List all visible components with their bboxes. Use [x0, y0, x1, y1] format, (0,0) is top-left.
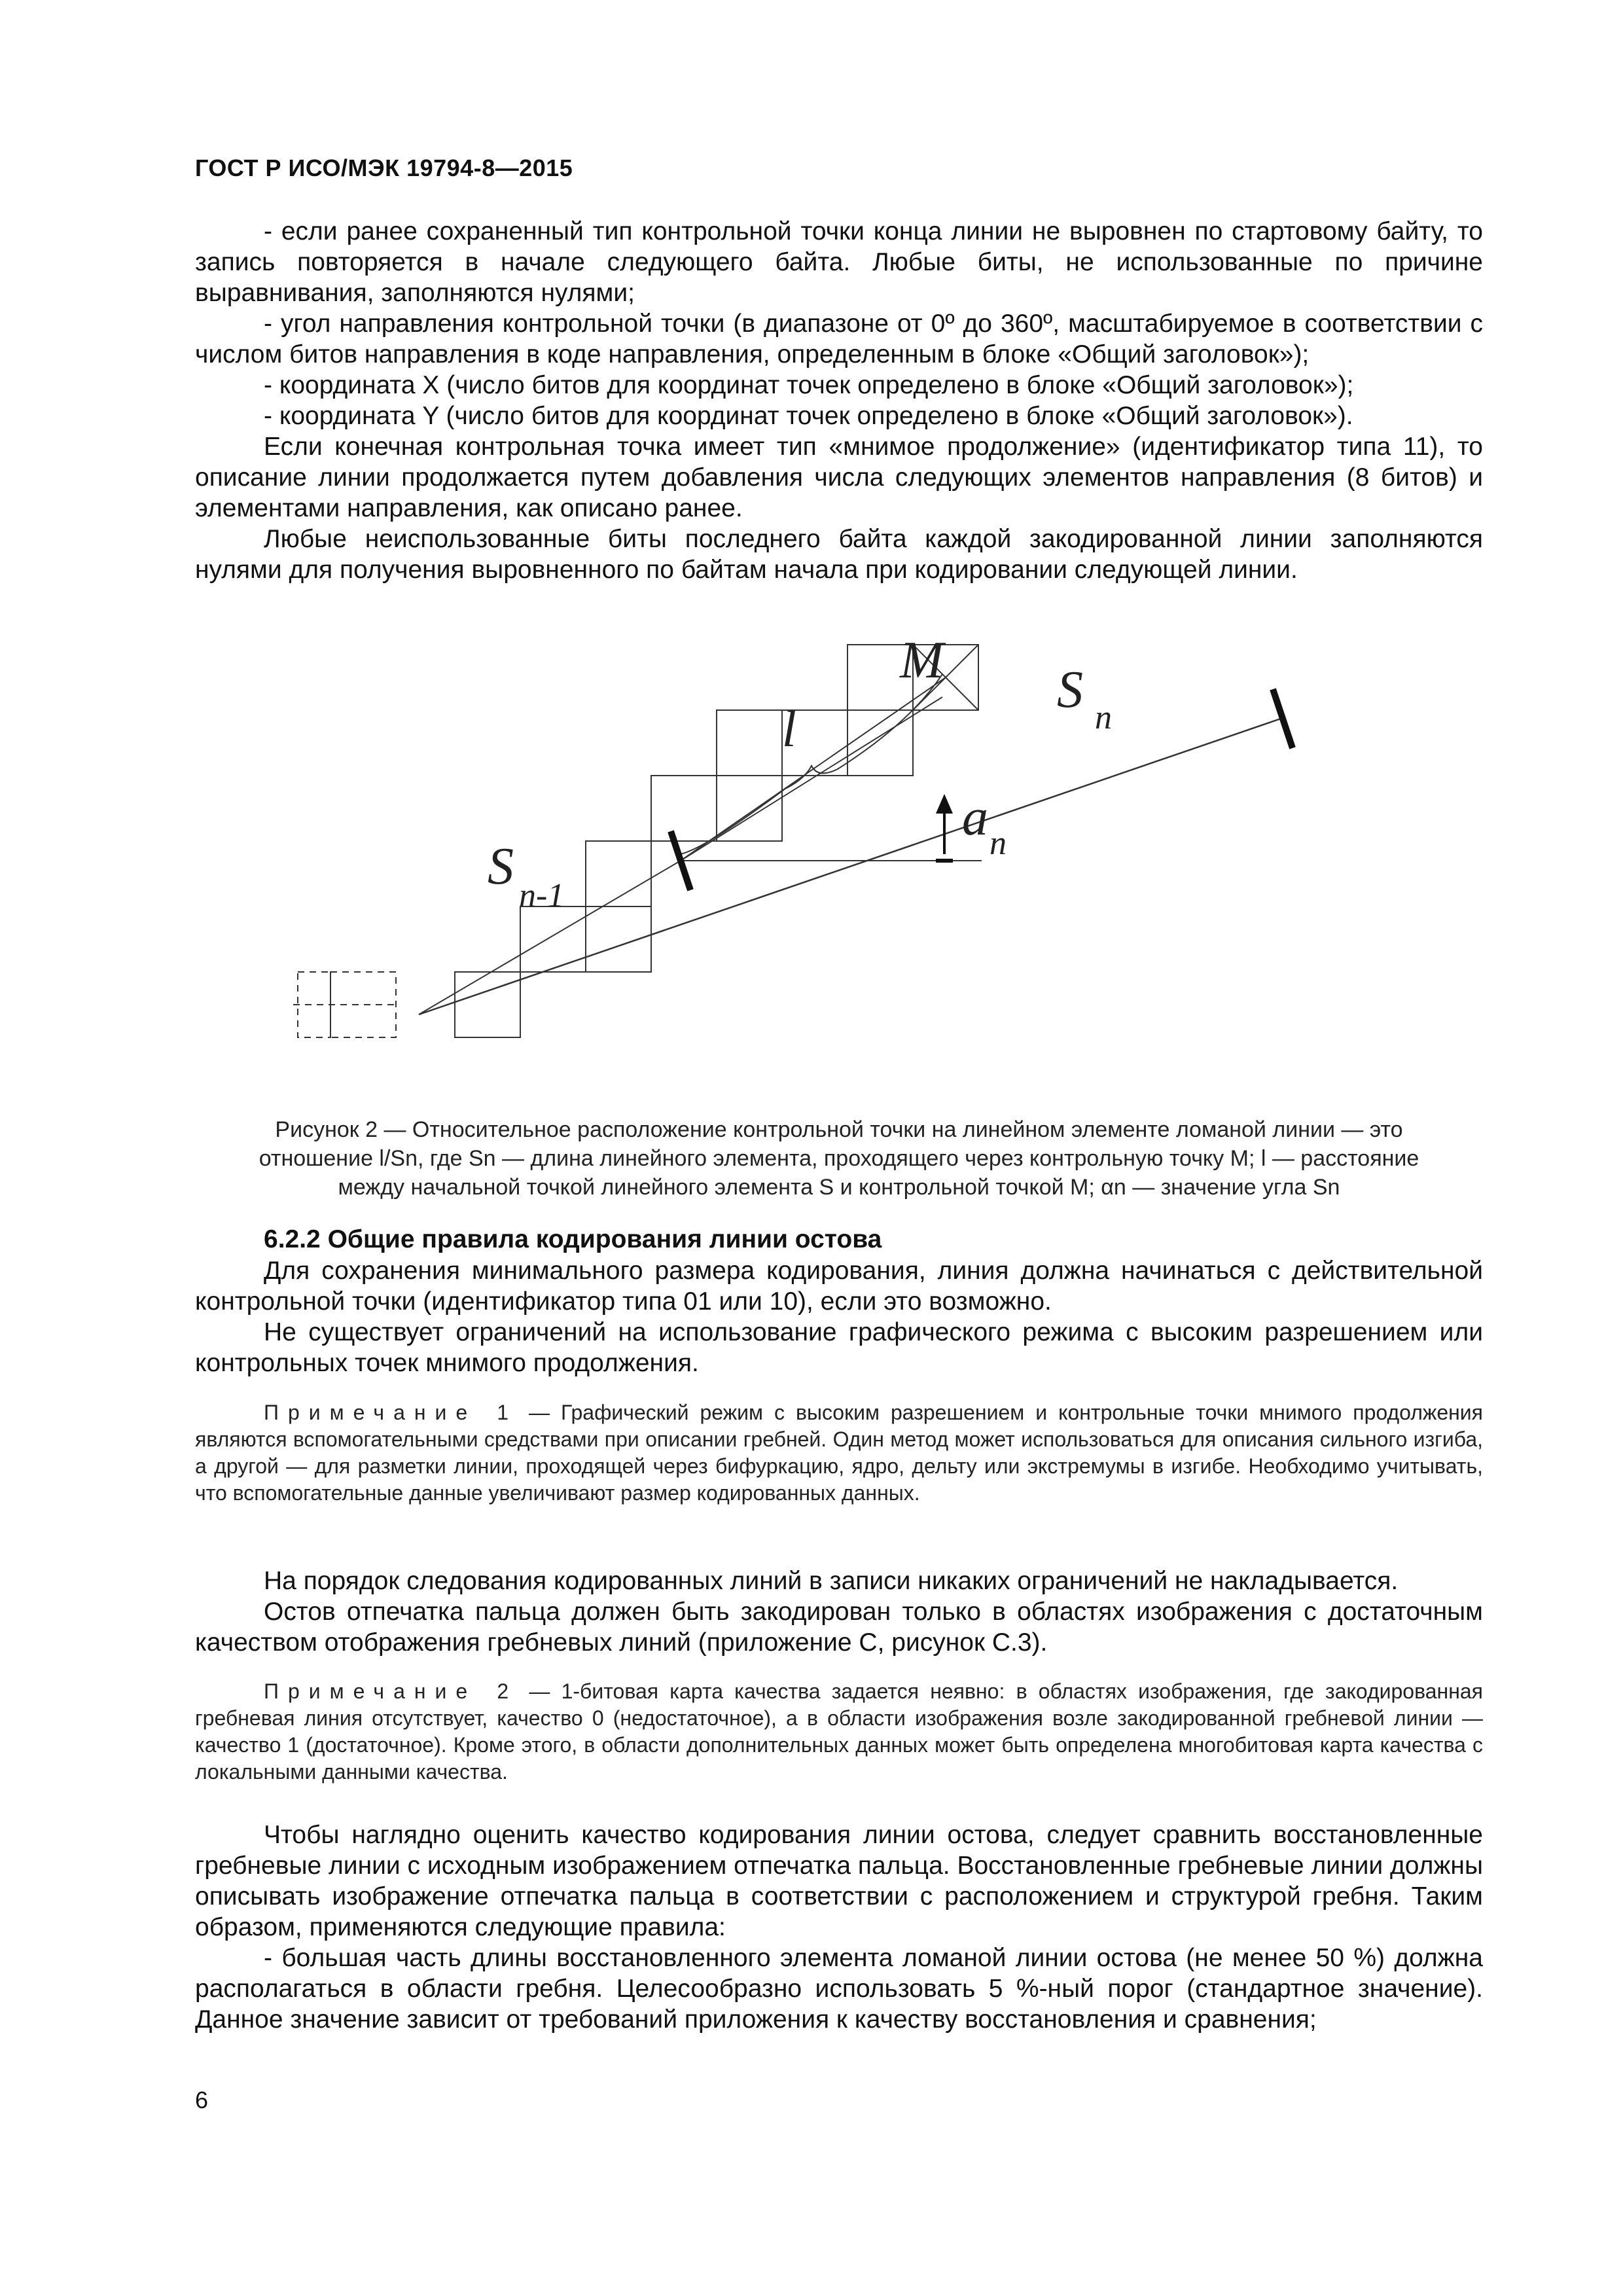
label-an-sub: n — [990, 825, 1007, 862]
note-label: Примечание 2 — [264, 1679, 518, 1703]
label-an: a — [962, 789, 988, 846]
paragraph: Если конечная контрольная точка имеет тип «мнимое продолжение» (идентификатор типа 11), то описание линии продолжается путем добавления числа следующих элементов направления (8 битов) и элементами направления, как описано ранее. — [195, 433, 1483, 522]
section-text-block-2 — [195, 1566, 1483, 1658]
note-text: — 1-битовая карта качества задается неявно: в областях изображения, где закодированная гребневая линия отсутствует, качество 0 (недостаточное), а в области изображения возле закодированной гребневой линии — качество 1 (достаточное). Кроме этого, в области дополнительных данных может быть определена многобитовая карта качества с локальными данными качества. — [195, 1679, 1484, 1784]
paragraph: На порядок следования кодированных линий в записи никаких ограничений не накладывается. — [264, 1567, 1399, 1595]
section-heading: 6.2.2 Общие правила кодирования линии остова — [264, 1225, 882, 1253]
label-Sn1-sub: n-1 — [519, 877, 565, 914]
polyline-diagram — [288, 638, 1335, 1064]
caption-line: отношение l/Sn, где Sn — длина линейного элемента, проходящего через контрольную точку M; l — расстояние — [259, 1146, 1419, 1171]
paragraph: Чтобы наглядно оценить качество кодирования линии остова, следует сравнить восстановленные гребневые линии с исходным изображением отпечатка пальца. Восстановленные гребневые линии должны описывать изображение отпечатка пальца в соответствии с расположением и структурой гребня. Таким образом, применяются следующие правила: — [195, 1821, 1483, 1941]
top-text-block — [195, 216, 1483, 585]
page-number: 6 — [195, 2087, 209, 2113]
section-text-block-3 — [195, 1820, 1483, 2035]
caption-line: Рисунок 2 — Относительное расположение контрольной точки на линейном элементе ломаной линии — это — [275, 1117, 1403, 1142]
figure-2-diagram — [288, 638, 1335, 1064]
label-l: l — [782, 700, 796, 757]
dashed-cells — [288, 972, 396, 1037]
paragraph: Для сохранения минимального размера кодирования, линия должна начинаться с действительной контрольной точки (идентификатор типа 01 или 10), если это возможно. — [195, 1257, 1483, 1316]
label-M: M — [900, 638, 944, 689]
note-1 — [195, 1399, 1483, 1507]
document-header: ГОСТ Р ИСО/МЭК 19794-8—2015 — [195, 154, 573, 181]
paragraph: - большая часть длины восстановленного элемента ломаной линии остова (не менее 50 %) должна располагаться в области гребня. Целесообразно использовать 5 %-ный порог (стандартное значение). Данное значение зависит от требований приложения к качеству восстановления и сравнения; — [195, 1944, 1483, 2034]
paragraph: - координата Y (число битов для координат точек определено в блоке «Общий заголовок»). — [264, 402, 1353, 430]
label-Sn: S — [1057, 661, 1083, 719]
section-text-block — [195, 1255, 1483, 1378]
paragraph: Любые неиспользованные биты последнего байта каждой закодированной линии заполняются нулями для получения выровненного по байтам начала при кодировании следующей линии. — [195, 525, 1483, 584]
end-marker — [1273, 689, 1293, 748]
note-label: Примечание 1 — [264, 1401, 518, 1424]
paragraph: - угол направления контрольной точки (в диапазоне от 0º до 360º, масштабируемое в соответствии с числом битов направления в коде направления, определенным в блоке «Общий заголовок»); — [195, 310, 1483, 368]
paragraph: - если ранее сохраненный тип контрольной точки конца линии не выровнен по стартовому байту, то запись повторяется в начале следующего байта. Любые биты, не использованные по причине выравнивания, заполняются нулями; — [195, 217, 1483, 307]
paragraph: Остов отпечатка пальца должен быть закодирован только в областях изображения с достаточным качеством отображения гребневых линий (приложение С, рисунок С.3). — [195, 1598, 1483, 1657]
note-text: — Графический режим с высоким разрешением и контрольные точки мнимого продолжения являются вспомогательными средствами при описании гребней. Один метод может использоваться для описания сильного изгиба, а другой — для разметки линии, проходящей через бифуркацию, ядро, дельту или экстремумы в изгибе. Необходимо учитывать, что вспомогательные данные увеличивают размер кодированных данных. — [195, 1401, 1484, 1505]
caption-line: между начальной точкой линейного элемента S и контрольной точкой M; αn — значение угла Sn — [338, 1175, 1340, 1200]
paragraph: Не существует ограничений на использование графического режима с высоким разрешением или контрольных точек мнимого продолжения. — [195, 1318, 1483, 1377]
paragraph: - координата X (число битов для координат точек определено в блоке «Общий заголовок»); — [264, 371, 1354, 399]
note-2 — [195, 1678, 1483, 1785]
figure-caption — [195, 1115, 1483, 1202]
label-Sn1: S — [488, 838, 514, 895]
label-Sn-sub: n — [1095, 699, 1112, 736]
